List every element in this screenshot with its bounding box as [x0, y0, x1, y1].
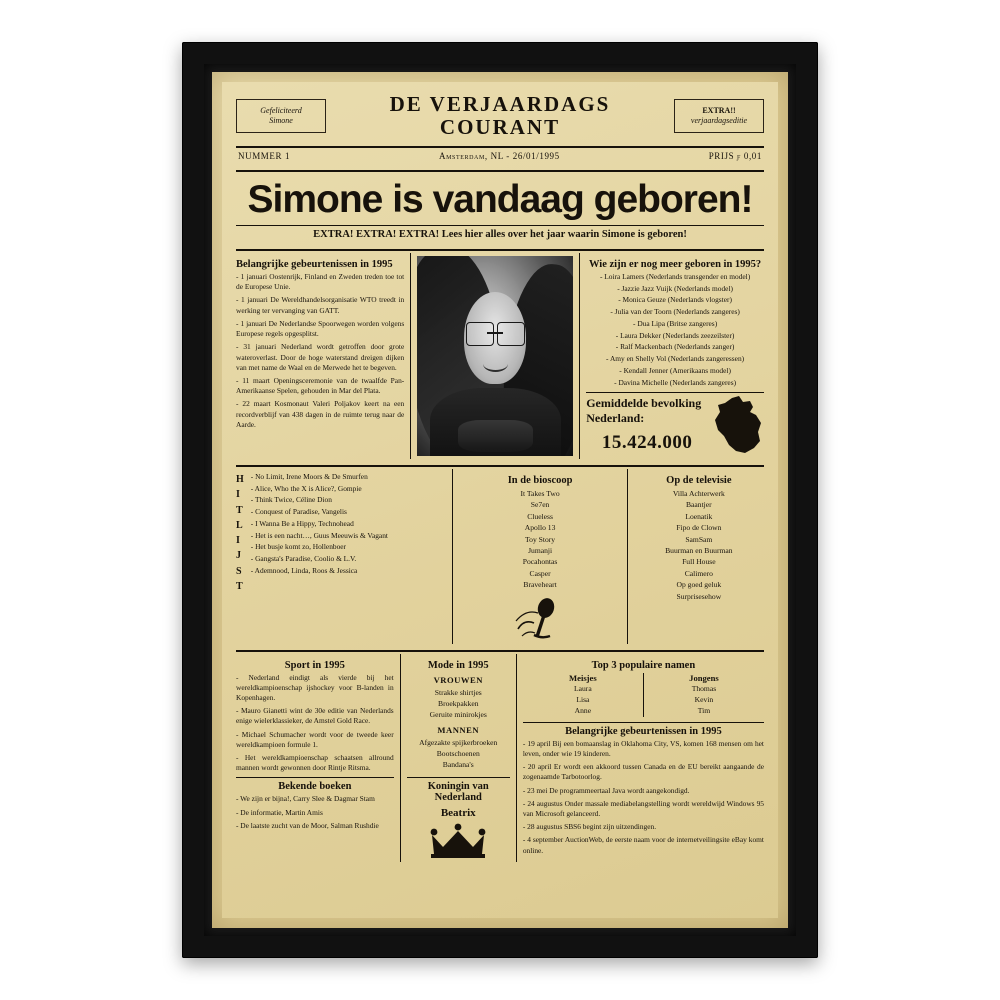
newspaper-poster [222, 82, 778, 918]
list-item: Broekpakken [438, 698, 479, 708]
extra-teaser: EXTRA! EXTRA! EXTRA! Lees hier alles over het jaar waarin Simone is geboren! [313, 229, 687, 240]
page-headline: Simone is vandaag geboren! [247, 178, 753, 221]
tv-title: Op de televisie [666, 475, 732, 486]
congrats-badge-line2: Simone [269, 116, 293, 125]
list-item: - Mauro Gianetti wint de 30e editie van Nederlands enige wielerklassieker, de Amstel Gold Race. [236, 706, 394, 726]
books-title: Bekende boeken [278, 781, 352, 793]
photo-smile [483, 356, 508, 372]
fashion-women-title: VROUWEN [433, 674, 483, 685]
list-item: Geruite minirokjes [429, 710, 487, 720]
list-item: - Conquest of Paradise, Vangelis [250, 507, 347, 517]
events-left-item: - 1 januari Oostenrijk, Finland en Zweden treden toe tot de Europese Unie. [236, 272, 405, 292]
list-item: Loenatik [685, 511, 713, 521]
congrats-badge-line1: Gefeliciteerd [260, 105, 302, 115]
books-body [236, 794, 394, 831]
list-item: - We zijn er bijna!, Carry Slee & Dagmar Stam [236, 794, 375, 804]
photo-arm [458, 420, 533, 452]
sport-title: Sport in 1995 [284, 659, 345, 671]
extra-badge-line2: verjaardagseditie [690, 116, 748, 125]
hitlist-letter: I [236, 535, 241, 547]
list-item: Full House [682, 557, 716, 567]
population-divider [586, 392, 764, 393]
events-left-item: - 1 januari De Nederlandse Spoorwegen worden volgens Europese regels opgesplitst. [236, 318, 405, 339]
list-item: Lisa [576, 694, 590, 704]
events-bottom-body [523, 739, 764, 856]
books-divider [236, 777, 394, 778]
cinema-list [459, 488, 620, 591]
hitlist-songs [251, 472, 447, 594]
births-list [586, 272, 764, 388]
frame-inner-bevel [204, 64, 796, 936]
list-item: Baantjer [685, 500, 712, 510]
list-item: - Loira Lamers (Nederlands transgender en model) [599, 272, 751, 281]
list-item: - I Wanna Be a Hippy, Technohead [250, 518, 354, 528]
list-item: - De informatie, Martin Amis [236, 807, 323, 817]
list-item: Fipo de Clown [676, 523, 722, 533]
section-rule-2 [236, 650, 764, 652]
list-item: - 28 augustus SBS6 begint zijn uitzendingen. [522, 822, 657, 832]
info-bar-rule [236, 170, 764, 172]
births-title: Wie zijn er nog meer geboren in 1995? [589, 259, 762, 270]
list-item: Clueless [527, 511, 553, 521]
events-left-item: - 11 maart Openingsceremonie van de twaalfde Pan-Amerikaanse Spelen, gehouden in Mar del Plata. [236, 375, 405, 396]
main-three-columns [236, 253, 764, 459]
congrats-badge [236, 99, 326, 134]
hitlist-letter: H [236, 474, 245, 485]
masthead-title-line1: DE VERJAARDAGS [389, 92, 611, 116]
extra-teaser-rule [236, 249, 764, 251]
column-fashion-queen [400, 654, 516, 862]
names-girls-list [523, 683, 643, 717]
portrait-photo [417, 256, 573, 456]
frame-mat [212, 72, 788, 928]
events-left-item: - 22 maart Kosmonaut Valeri Poljakov keert na een recordverblijf van 438 dagen in de ruimte terug naar de Aarde. [236, 399, 405, 429]
list-item: - 24 augustus Onder massale mediabelangstelling wordt wereldwijd Windows 95 van Microsoft gelanceerd. [522, 798, 764, 818]
masthead [236, 92, 764, 140]
queen-divider [407, 777, 510, 778]
names-title: Top 3 populaire namen [591, 659, 696, 671]
list-item: Op goed geluk [676, 580, 722, 590]
population-value: 15.424.000 [601, 432, 693, 454]
hitlist-letter: J [236, 550, 242, 562]
fashion-men-title: MANNEN [437, 724, 480, 735]
population-title-line1: Gemiddelde bevolking [586, 396, 702, 411]
hitlist-letter: I [236, 489, 241, 501]
column-cinema [452, 469, 626, 644]
list-item: Laura [574, 683, 592, 693]
names-columns [523, 673, 764, 717]
list-item: - 4 september AuctionWeb, de eerste naam voor de internetveilingsite eBay komt online. [522, 835, 764, 855]
masthead-title-line2: COURANT [439, 115, 561, 139]
list-item: Strakke shirtjes [434, 687, 482, 697]
extra-badge-line1: EXTRA!! [702, 105, 736, 115]
column-photo [410, 253, 579, 459]
list-item: - 19 april Bij een bomaanslag in Oklahoma City, VS, komen 168 mensen om het leven, onder wie 19 kinderen. [522, 738, 764, 758]
list-item: - Davina Michelle (Nederlands zangeres) [614, 377, 737, 387]
list-item: - Het wereldkampioenschap schaatsen allround mannen wordt gewonnen door Rintje Ritsma. [236, 753, 394, 773]
list-item: Afgezakte spijkerbroeken [419, 737, 498, 747]
names-girls [523, 673, 643, 717]
picture-frame [182, 42, 818, 958]
issue-number: NUMMER 1 [238, 151, 291, 161]
netherlands-map-icon [712, 396, 764, 454]
list-item: Se7en [530, 500, 550, 510]
hitlist-letter: T [236, 581, 244, 593]
list-item: Thomas [691, 683, 717, 693]
list-item: - Het is een nacht…, Guus Meeuwis & Vagant [250, 530, 388, 540]
names-boys-title: Jongens [689, 672, 719, 683]
population-block [586, 396, 764, 454]
events-left-item: - 31 januari Nederland wordt getroffen door grote wateroverlast. Door de hoge waterstand dreigen dijken van met name de Waal en de Merwede het te begeven. [236, 342, 405, 372]
names-girls-title: Meisjes [569, 672, 597, 683]
hitlist-letter: L [236, 519, 244, 531]
list-item: Kevin [694, 694, 714, 704]
list-item: - Julia van der Toorn (Nederlands zangeres) [610, 307, 740, 317]
list-item: - Laura Dekker (Nederlands zeezeilster) [615, 330, 735, 340]
hitlist-block [236, 472, 446, 594]
list-item: - Gangsta's Paradise, Coolio & L.V. [250, 554, 357, 564]
list-item: - 23 mei De programmeertaal Java wordt aangekondigd. [522, 785, 690, 795]
queen-name: Beatrix [440, 806, 476, 819]
list-item: Pocahontas [522, 557, 558, 567]
microphone-icon [512, 595, 568, 641]
list-item: - No Limit, Irene Moors & De Smurfen [250, 472, 368, 481]
tv-list [634, 488, 764, 602]
column-births [579, 253, 764, 459]
population-title-line2: Nederland: [586, 411, 645, 426]
column-hitlist [236, 469, 452, 644]
events-bottom-divider [523, 722, 764, 723]
hitlist-letters [236, 472, 245, 594]
column-events-left [236, 253, 410, 459]
column-names-events [516, 654, 764, 862]
list-item: Casper [529, 568, 551, 578]
cinema-title: In de bioscoop [507, 475, 573, 486]
price: PRIJS ƒ 0,01 [708, 151, 762, 161]
list-item: - Kendall Jenner (Amerikaans model) [619, 365, 731, 375]
list-item: Jumanji [528, 545, 553, 555]
list-item: Surprisesehow [676, 591, 722, 601]
events-left-title: Belangrijke gebeurtenissen in 1995 [236, 259, 393, 270]
list-item: - Think Twice, Céline Dion [250, 495, 332, 505]
names-boys [643, 673, 764, 717]
glasses-bridge [487, 332, 503, 334]
events-left-item: - 1 januari De Wereldhandelsorganisatie WTO treedt in werking ter vervanging van GATT. [236, 295, 405, 315]
info-bar [236, 148, 764, 164]
extra-badge [674, 99, 764, 134]
list-item: - Ralf Mackenbach (Nederlands zanger) [615, 342, 735, 352]
sport-body [236, 673, 394, 774]
column-tv [627, 469, 764, 644]
masthead-title [332, 92, 668, 140]
media-columns [236, 469, 764, 644]
list-item: - 20 april Er wordt een akkoord tussen Canada en de EU bereikt aangaande de zogenaamde Tarbotoorlog. [522, 762, 764, 782]
list-item: Bootschoenen [436, 749, 480, 759]
list-item: Buurman en Buurman [665, 545, 733, 555]
names-boys-list [644, 683, 764, 717]
events-left-body [236, 272, 404, 430]
fashion-women-list [407, 687, 510, 721]
place-and-date: Amsterdam, NL - 26/01/1995 [438, 151, 560, 161]
list-item: - Alice, Who the X is Alice?, Gompie [250, 483, 362, 493]
hitlist-letter: S [236, 565, 243, 577]
events-bottom-title: Belangrijke gebeurtenissen in 1995 [565, 725, 722, 737]
list-item: It Takes Two [520, 489, 560, 498]
list-item: Villa Achterwerk [672, 489, 725, 498]
queen-title-line1: Koningin van [427, 780, 489, 792]
section-rule-1 [236, 465, 764, 467]
fashion-title: Mode in 1995 [427, 659, 489, 671]
list-item: Braveheart [523, 580, 557, 590]
hitlist-letter: T [236, 504, 244, 516]
fashion-men-list [407, 737, 510, 771]
list-item: - Michael Schumacher wordt voor de tweede keer wereldkampioen formule 1. [236, 729, 394, 749]
queen-title-line2: Nederland [434, 791, 482, 803]
list-item: - Dua Lipa (Britse zangeres) [633, 318, 718, 328]
list-item: Anne [574, 706, 592, 716]
bottom-columns [236, 654, 764, 862]
list-item: SamSam [685, 534, 713, 544]
list-item: - Nederland eindigt als vierde bij het wereldkampioenschap ijshockey voor B-landen in Kopenhagen. [236, 672, 394, 702]
list-item: - Jazzie Jazz Vuijk (Nederlands model) [617, 283, 733, 293]
list-item: Calimero [684, 568, 713, 578]
list-item: Apollo 13 [524, 523, 556, 533]
list-item: - Het busje komt zo, Hollenboer [250, 542, 347, 552]
list-item: Toy Story [525, 534, 556, 544]
crown-icon [429, 823, 487, 859]
list-item: - Monica Geuze (Nederlands vlogster) [618, 295, 732, 305]
list-item: - Ademnood, Linda, Roos & Jessica [250, 565, 358, 575]
list-item: Tim [697, 706, 711, 716]
list-item: - De laatste zucht van de Moor, Salman Rushdie [236, 820, 379, 830]
list-item: Bandana's [442, 760, 474, 770]
column-sport-books [236, 654, 400, 862]
list-item: - Amy en Shelly Vol (Nederlands zangeressen) [606, 354, 745, 364]
